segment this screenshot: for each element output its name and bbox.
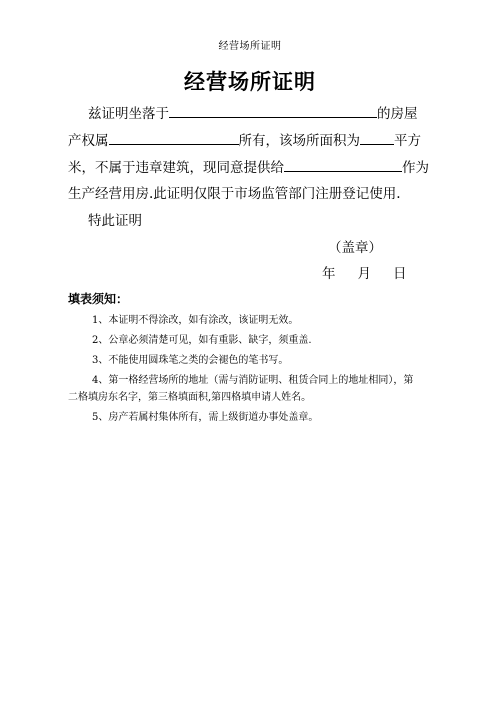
date-day: 日 bbox=[393, 266, 407, 282]
page-header-title: 经营场所证明 bbox=[218, 41, 282, 52]
address-blank[interactable] bbox=[169, 103, 377, 118]
note-item-1: 1、本证明不得涂改，如有涂改，该证明无效。 bbox=[92, 315, 299, 326]
line3-text-before: 米，不属于违章建筑，现同意提供给 bbox=[68, 160, 284, 176]
note-item-3: 3、不能使用圆珠笔之类的会褪色的笔书写。 bbox=[92, 355, 289, 366]
seal-placeholder: （盖章） bbox=[328, 240, 382, 256]
line2-text-after: 平方 bbox=[394, 133, 421, 149]
line1-text-before: 兹证明坐落于 bbox=[88, 106, 169, 122]
date-year: 年 bbox=[322, 266, 336, 282]
note-item-4-line-1: 4、第一格经营场所的地址（需与消防证明、租赁合同上的地址相同），第 bbox=[92, 375, 414, 386]
body-line-2 bbox=[68, 130, 421, 150]
certification-statement: 特此证明 bbox=[88, 213, 142, 229]
body-line-3 bbox=[68, 157, 429, 177]
line2-text-before: 产权属 bbox=[68, 133, 109, 149]
applicant-blank[interactable] bbox=[284, 157, 402, 172]
date-line bbox=[322, 262, 429, 282]
body-line-1 bbox=[88, 103, 418, 123]
area-blank[interactable] bbox=[360, 130, 394, 145]
line2-text-middle: 所有，该场所面积为 bbox=[238, 133, 360, 149]
date-month: 月 bbox=[357, 266, 371, 282]
document-title: 经营场所证明 bbox=[184, 69, 316, 94]
line1-text-after: 的房屋 bbox=[377, 106, 418, 122]
body-line-4: 生产经营用房.此证明仅限于市场监管部门注册登记使用. bbox=[68, 186, 401, 202]
note-item-2: 2、公章必须清楚可见，如有重影、缺字，须重盖. bbox=[92, 335, 312, 346]
line3-text-after: 作为 bbox=[402, 160, 429, 176]
note-item-5: 5、房产若属村集体所有，需上级街道办事处盖章。 bbox=[92, 412, 319, 423]
note-item-4-line-2: 二格填房东名字，第三格填面积,第四格填申请人姓名。 bbox=[68, 392, 312, 403]
notes-heading: 填表须知： bbox=[68, 292, 129, 306]
owner-blank[interactable] bbox=[109, 130, 239, 145]
